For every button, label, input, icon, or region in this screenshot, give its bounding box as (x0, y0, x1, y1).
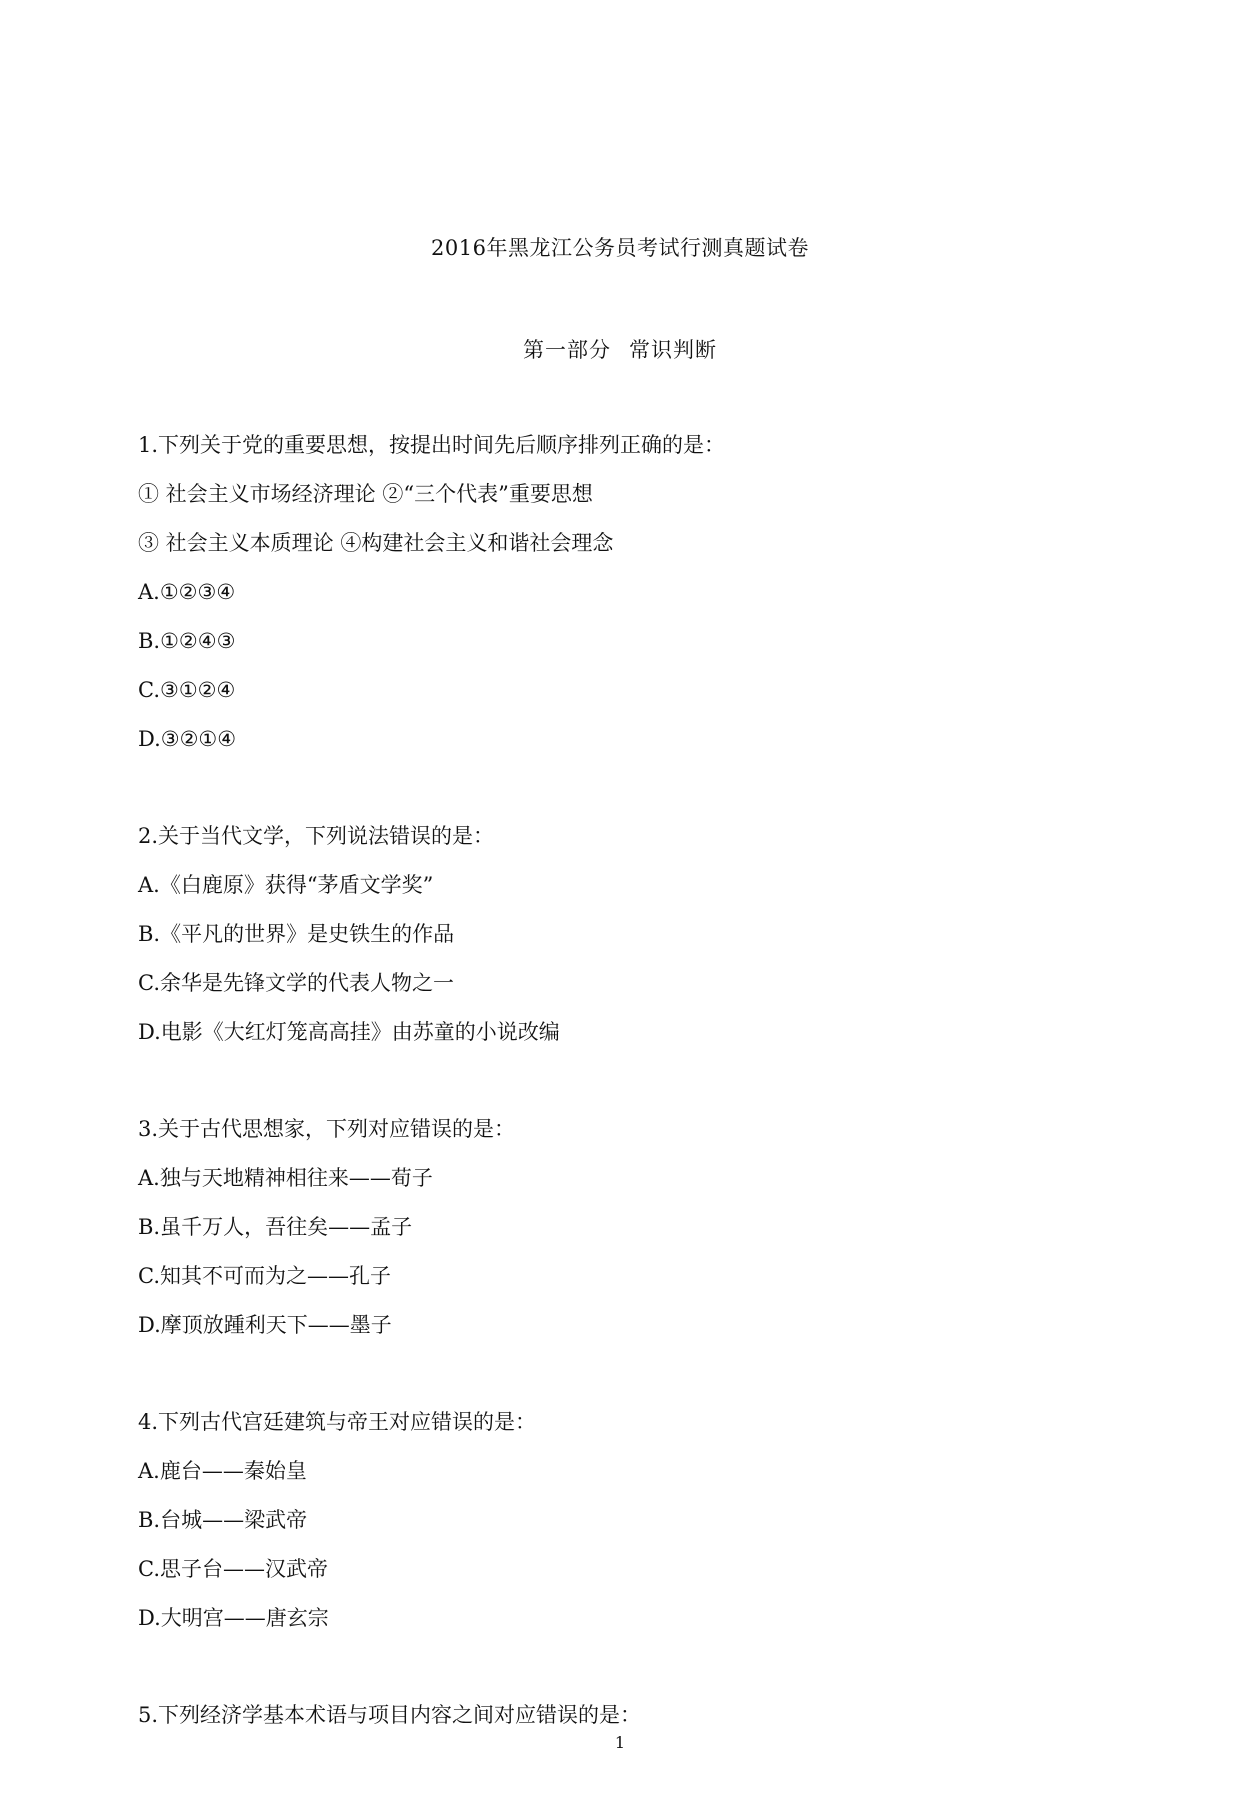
question-stem: 2.关于当代文学，下列说法错误的是： (138, 824, 495, 848)
option-d: D.电影《大红灯笼高高挂》由苏童的小说改编 (138, 1020, 560, 1044)
option-b: B.①②④③ (138, 629, 236, 653)
option-c: C.余华是先锋文学的代表人物之一 (138, 971, 454, 995)
question-statement: ① 社会主义市场经济理论 ②“三个代表”重要思想 (138, 482, 593, 506)
option-c: C.思子台——汉武帝 (138, 1557, 328, 1581)
question-3 (138, 1115, 1138, 1360)
option-d: D.③②①④ (138, 727, 237, 751)
page-number: 1 (614, 1733, 626, 1752)
option-a: A.①②③④ (138, 580, 236, 604)
option-b: B.台城——梁武帝 (138, 1508, 308, 1532)
option-d: D.摩顶放踵利天下——墨子 (138, 1313, 392, 1337)
question-1 (138, 431, 1138, 774)
option-d: D.大明宫——唐玄宗 (138, 1606, 329, 1630)
page-title: 2016年黑龙江公务员考试行测真题试卷 (431, 236, 809, 260)
question-stem: 5.下列经济学基本术语与项目内容之间对应错误的是： (138, 1703, 642, 1727)
option-a: A.鹿台——秦始皇 (138, 1459, 307, 1483)
section-title (0, 334, 1240, 364)
question-4 (138, 1408, 1138, 1653)
question-statement: ③ 社会主义本质理论 ④构建社会主义和谐社会理念 (138, 531, 614, 555)
question-stem: 3.关于古代思想家，下列对应错误的是： (138, 1117, 516, 1141)
section-name: 常识判断 (629, 338, 717, 362)
option-a: A.《白鹿原》获得“茅盾文学奖” (138, 873, 434, 897)
question-2 (138, 822, 1138, 1067)
question-stem: 1.下列关于党的重要思想，按提出时间先后顺序排列正确的是： (138, 433, 726, 457)
question-list (138, 431, 1138, 1798)
option-b: B.《平凡的世界》是史铁生的作品 (138, 922, 455, 946)
section-part: 第一部分 (523, 338, 611, 362)
option-c: C.③①②④ (138, 678, 236, 702)
option-a: A.独与天地精神相往来——荀子 (138, 1166, 433, 1190)
question-stem: 4.下列古代宫廷建筑与帝王对应错误的是： (138, 1410, 537, 1434)
option-c: C.知其不可而为之——孔子 (138, 1264, 391, 1288)
option-b: B.虽千万人，吾往矣——孟子 (138, 1215, 413, 1239)
